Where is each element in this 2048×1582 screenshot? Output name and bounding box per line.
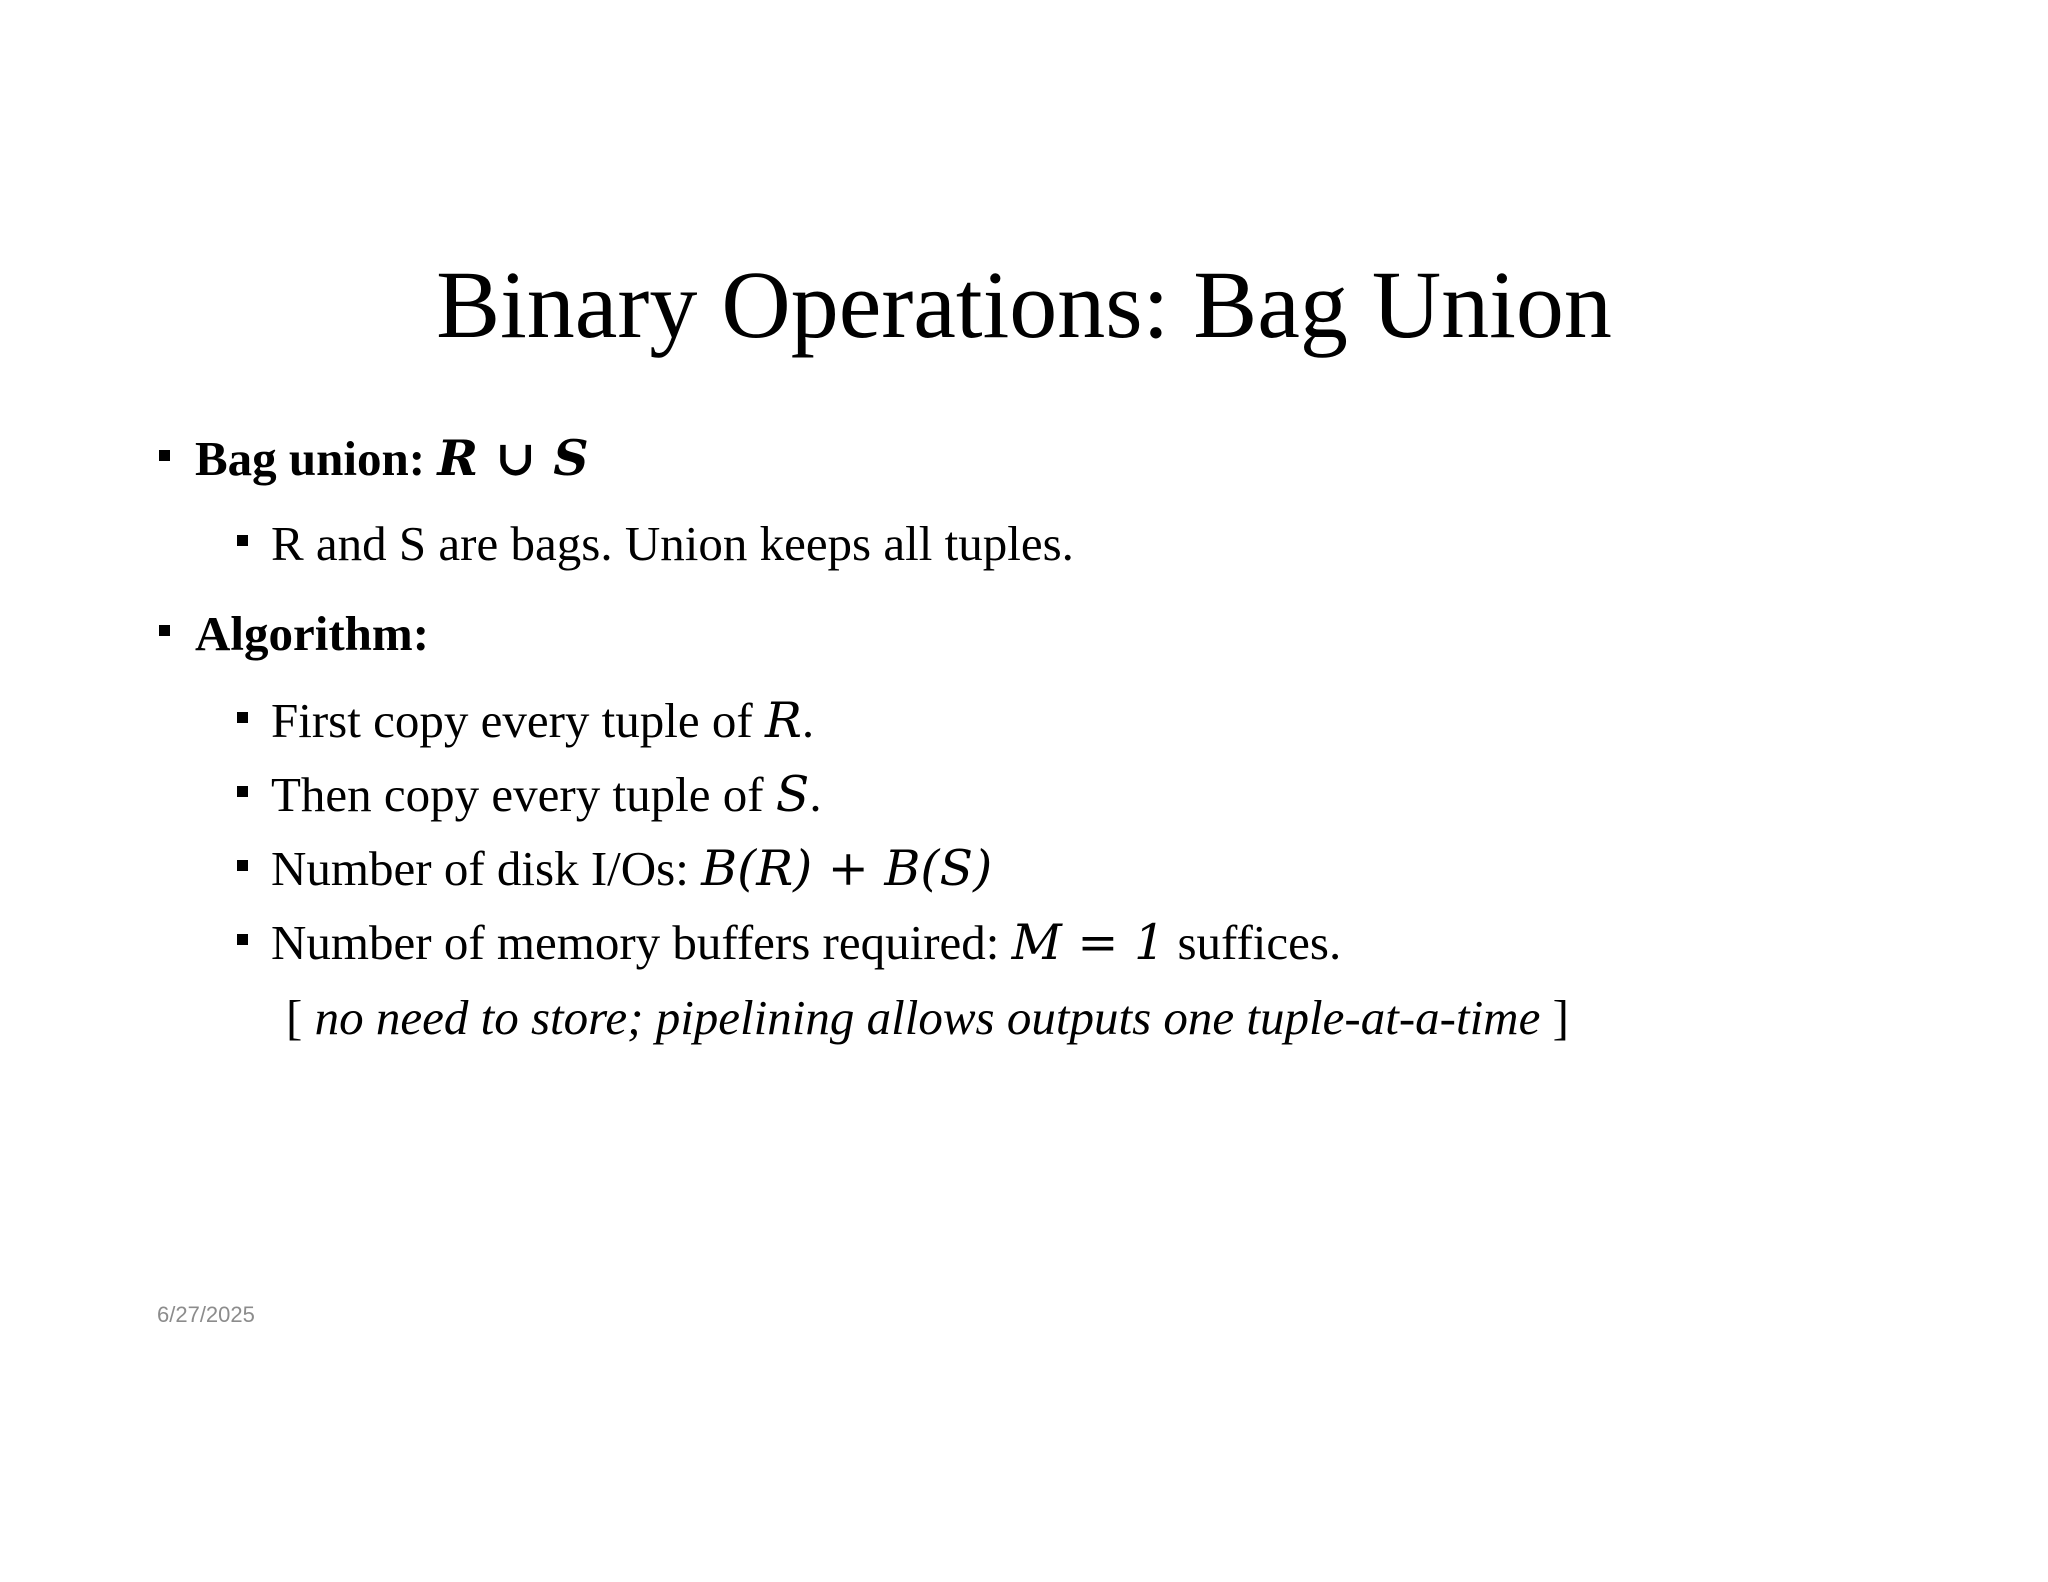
bullet-algorithm bbox=[159, 604, 429, 664]
sub-bullet-copy-s bbox=[237, 765, 822, 825]
sub-bullet-copy-r bbox=[237, 691, 814, 751]
pipelining-note bbox=[286, 988, 1569, 1048]
bullet-bag-union bbox=[159, 428, 589, 489]
square-bullet-icon bbox=[237, 712, 248, 723]
sub-bullet-text: R and S are bags. Union keeps all tuples. bbox=[271, 516, 1074, 571]
sub-bullet-end: . bbox=[801, 693, 815, 748]
bullet-label: Bag union: bbox=[195, 431, 426, 486]
math-expression: R ∪ S bbox=[437, 429, 589, 487]
sub-bullet-disk-ios bbox=[237, 839, 992, 899]
sub-bullet-text: Number of memory buffers required: bbox=[271, 915, 1012, 970]
slide-title: Binary Operations: Bag Union bbox=[436, 251, 1612, 358]
slide-date: 6/27/2025 bbox=[157, 1302, 255, 1327]
math-expression: S bbox=[775, 766, 810, 823]
math-expression: M = 1 bbox=[1011, 914, 1166, 971]
square-bullet-icon bbox=[159, 450, 170, 461]
sub-bullet-text: Number of disk I/Os: bbox=[271, 841, 702, 896]
sub-bullet-memory-buffers bbox=[237, 913, 1341, 973]
square-bullet-icon bbox=[159, 625, 170, 636]
note-close-bracket: ] bbox=[1540, 990, 1569, 1045]
bullet-label: Algorithm: bbox=[195, 606, 430, 661]
note-text: no need to store; pipelining allows outputs one tuple-at-a-time bbox=[314, 990, 1541, 1045]
sub-bullet-end: suffices. bbox=[1165, 915, 1342, 970]
math-expression: B(R) + B(S) bbox=[701, 840, 993, 897]
square-bullet-icon bbox=[237, 860, 248, 871]
square-bullet-icon bbox=[237, 934, 248, 945]
note-open-bracket: [ bbox=[286, 990, 315, 1045]
sub-bullet-end: . bbox=[809, 767, 822, 822]
sub-bullet-bags bbox=[237, 514, 1074, 574]
sub-bullet-text: Then copy every tuple of bbox=[271, 767, 776, 822]
square-bullet-icon bbox=[237, 786, 248, 797]
square-bullet-icon bbox=[237, 535, 248, 546]
sub-bullet-text: First copy every tuple of bbox=[271, 693, 765, 748]
math-expression: R bbox=[764, 692, 802, 749]
